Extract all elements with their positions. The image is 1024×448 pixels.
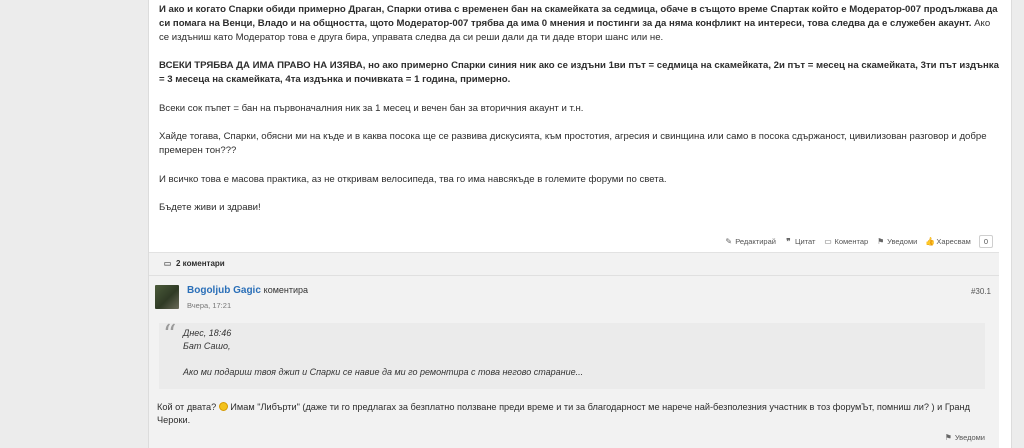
author-link[interactable]: Bogoljub Gagic: [187, 285, 261, 296]
comments-section: [149, 252, 999, 448]
edit-label: Редактирай: [735, 236, 776, 246]
post-paragraph-2: [159, 59, 999, 87]
notify-button[interactable]: [876, 237, 917, 246]
like-count: 0: [979, 235, 993, 248]
like-button[interactable]: [925, 237, 971, 246]
quote-line: Бат Сашо,: [183, 341, 231, 351]
comments-header[interactable]: [163, 259, 225, 268]
quote-icon: ❞: [786, 236, 791, 246]
post-bold-text-2b: , но ако примерно Спарки синия ник ако се издъни 1ви път = седмица на скамейката, 2и път = месец на скамейката, 3ти път издънка = 3 месеца на скамейката, 4та издънка и почивката = 1 година, примерно.: [159, 60, 999, 86]
post-paragraph-4: Хайде тогава, Спарки, обясни ми на къде и в каква посока ще се развива дискусията, към простотия, агресия и свинщина или само в посока сдържаност, цивилизован разговор и добре премерен тон???: [159, 131, 987, 157]
post-body: [149, 0, 1011, 215]
comment-date: Вчера, 17:21: [187, 301, 232, 310]
comment-text: [157, 401, 989, 427]
thumbs-up-icon: 👍: [925, 236, 936, 246]
edit-button[interactable]: [724, 237, 776, 246]
flag-icon: ⚑: [944, 433, 952, 442]
quote-line: Ако ми подариш твоя джип и Спарки се навие да ми го ремонтира с това негово старание...: [183, 367, 584, 377]
smiley-icon: [219, 402, 228, 411]
comment-text-part: Кой от двата?: [157, 402, 219, 412]
like-label: Харесвам: [936, 236, 971, 246]
divider: [149, 275, 999, 276]
comment-notify-button[interactable]: [944, 433, 985, 442]
comments-count: 2 коментари: [176, 259, 225, 268]
post-bold-text-1: И ако и когато Спарки обиди примерно Драган, Спарки отива с временен бан на скамейката за седмица, обаче в същото време Спартак който е Модератор-007 продължава да си помага на Венци, Владо и на общността, щото Модератор-007 трябва да има 0 мнения и постинги за да няма конфликт на интереси, това следва да е служебен акаунт.: [159, 4, 998, 29]
flag-icon: ⚑: [877, 236, 885, 246]
post-text-1: Ако се издъниш като Модератор това е друга бира, управата следва да си реши дали да ти даде втори шанс или не.: [159, 18, 991, 43]
notify-label: Уведоми: [887, 236, 918, 246]
post-bold-text-2: ВСЕКИ ТРЯБВА ДА ИМА ПРАВО НА ИЗЯВА: [159, 60, 363, 72]
comment-icon: ▭: [824, 236, 832, 246]
comment-number-link[interactable]: #30.1: [970, 287, 991, 296]
comment-icon: ▭: [163, 259, 172, 268]
quote-content: [183, 327, 583, 379]
avatar[interactable]: [155, 285, 179, 309]
quote-button[interactable]: [784, 237, 816, 246]
pencil-icon: ✎: [725, 236, 733, 246]
comment-text-part: Имам "Либърти" (даже ти го предлагах за безплатно ползване преди време и ти за благодарност ме нарече най-безполезния участник в тоз форумЪт, помниш ли? ) и Гранд Чероки.: [157, 402, 970, 425]
post-actions: [724, 234, 993, 248]
post-paragraph-3: Всеки сок пъпет = бан на първоначалния ник за 1 месец и вечен бан за вторичния акаунт и т.н.: [159, 102, 584, 114]
forum-post: [148, 0, 1012, 448]
quote-block: [159, 320, 985, 389]
comment-button[interactable]: [823, 237, 868, 246]
quote-label: Цитат: [794, 236, 816, 246]
quote-mark-icon: “: [163, 320, 177, 350]
notify-label: Уведоми: [954, 433, 985, 442]
post-paragraph-6: Бъдете живи и здрави!: [159, 201, 261, 213]
quote-date: Днес, 18:46: [183, 328, 232, 338]
author-verb: коментира: [263, 285, 309, 295]
post-paragraph-5: И всичко това е масова практика, аз не откривам велосипеда, тва го има навсякъде в големите форуми по света.: [159, 173, 667, 185]
comment-label: Коментар: [834, 236, 869, 246]
comment-author: [187, 285, 308, 296]
post-paragraph-1: [159, 3, 999, 45]
